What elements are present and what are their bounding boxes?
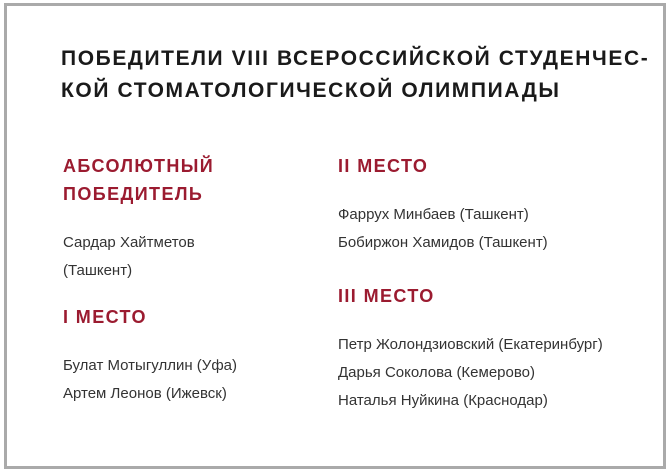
title-line-1: ПОБЕДИТЕЛИ VIII ВСЕРОССИЙСКОЙ СТУДЕНЧЕС- <box>61 47 650 70</box>
first-place-section <box>63 303 323 408</box>
absolute-winner-city: (Ташкент) <box>63 262 133 279</box>
first-place-name-2: Артем Леонов (Ижевск) <box>63 385 227 402</box>
third-place-name-2: Дарья Соколова (Кемерово) <box>338 364 535 381</box>
first-place-name-1: Булат Мотыгуллин (Уфа) <box>63 357 237 374</box>
winners-card <box>4 3 666 469</box>
absolute-winner-section <box>63 152 323 285</box>
second-place-names <box>338 201 658 257</box>
absolute-winner-heading-line-1: АБСОЛЮТНЫЙ <box>63 156 215 176</box>
absolute-winner-names <box>63 229 323 285</box>
third-place-heading <box>338 282 658 310</box>
second-place-heading-text: II МЕСТО <box>338 156 429 176</box>
second-place-name-1: Фаррух Минбаев (Ташкент) <box>338 206 529 223</box>
first-place-heading <box>63 303 323 331</box>
right-column <box>338 152 658 415</box>
first-place-heading-text: I МЕСТО <box>63 307 147 327</box>
second-place-name-2: Бобиржон Хамидов (Ташкент) <box>338 234 548 251</box>
page-title <box>61 43 651 107</box>
third-place-name-1: Петр Жолондзиовский (Екатеринбург) <box>338 336 603 353</box>
second-place-heading <box>338 152 658 180</box>
left-column <box>63 152 323 408</box>
first-place-names <box>63 352 323 408</box>
absolute-winner-heading-line-2: ПОБЕДИТЕЛЬ <box>63 184 204 204</box>
absolute-winner-name: Сардар Хайтметов <box>63 234 195 251</box>
title-line-2: КОЙ СТОМАТОЛОГИЧЕСКОЙ ОЛИМПИАДЫ <box>61 79 561 102</box>
absolute-winner-heading <box>63 152 323 208</box>
third-place-heading-text: III МЕСТО <box>338 286 435 306</box>
third-place-names <box>338 331 658 415</box>
second-place-section <box>338 152 658 257</box>
third-place-name-3: Наталья Нуйкина (Краснодар) <box>338 392 548 409</box>
third-place-section <box>338 282 658 415</box>
